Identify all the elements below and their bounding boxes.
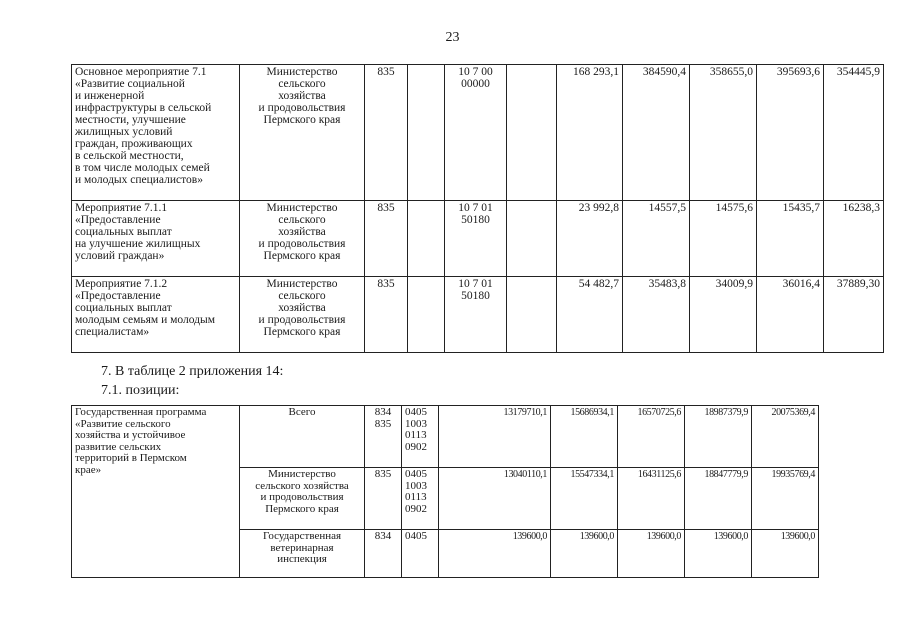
value-cell: 14575,6: [690, 201, 757, 277]
executor-cell: Государственная ветеринарная инспекция: [240, 530, 365, 578]
value-cell: 18847779,9: [685, 468, 752, 530]
value-cell: 36016,4: [757, 277, 824, 353]
csr-cell: 10 7 00 00000: [445, 65, 507, 201]
value-cell: 20075369,4: [752, 406, 819, 468]
value-cell: 16238,3: [824, 201, 884, 277]
value-cell: 13040110,1: [439, 468, 551, 530]
budget-table-section-7: [71, 64, 884, 353]
executor-cell: Министерство сельского хозяйства и продовольствия Пермского края: [240, 468, 365, 530]
csr-cell: 10 7 01 50180: [445, 201, 507, 277]
grbs-cell: 835: [365, 277, 408, 353]
rzpr-cell: 0405 1003 0113 0902: [402, 468, 439, 530]
rzpr-cell: 0405: [402, 530, 439, 578]
table-row: [72, 65, 884, 201]
value-cell: 13179710,1: [439, 406, 551, 468]
row-name-cell: Мероприятие 7.1.2 «Предоставление социальных выплат молодым семьям и молодым специалистам»: [72, 277, 240, 353]
table-row: [72, 201, 884, 277]
rzpr-cell: 0405 1003 0113 0902: [402, 406, 439, 468]
value-cell: 139600,0: [752, 530, 819, 578]
grbs-cell: 835: [365, 468, 402, 530]
value-cell: 34009,9: [690, 277, 757, 353]
grbs-cell: 834: [365, 530, 402, 578]
row-name-cell: Мероприятие 7.1.1 «Предоставление социальных выплат на улучшение жилищных условий граждан»: [72, 201, 240, 277]
value-cell: 354445,9: [824, 65, 884, 201]
value-cell: 384590,4: [623, 65, 690, 201]
value-cell: 395693,6: [757, 65, 824, 201]
value-cell: 15547334,1: [551, 468, 618, 530]
executor-cell: Министерство сельского хозяйства и продовольствия Пермского края: [240, 277, 365, 353]
table-row: [72, 406, 880, 468]
value-cell: 139600,0: [439, 530, 551, 578]
value-cell: 358655,0: [690, 65, 757, 201]
value-cell: 23 992,8: [557, 201, 623, 277]
value-cell: 139600,0: [618, 530, 685, 578]
value-cell: 16570725,6: [618, 406, 685, 468]
rzpr-cell: [408, 277, 445, 353]
program-name-cell: Государственная программа «Развитие сельского хозяйства и устойчивое развитие сельских территорий в Пермском крае»: [72, 406, 240, 578]
vr-cell: [507, 65, 557, 201]
value-cell: 15435,7: [757, 201, 824, 277]
budget-table-program-totals: [71, 405, 880, 578]
value-cell: 37889,30: [824, 277, 884, 353]
value-cell: 139600,0: [685, 530, 752, 578]
executor-cell: Всего: [240, 406, 365, 468]
executor-cell: Министерство сельского хозяйства и продовольствия Пермского края: [240, 201, 365, 277]
amendment-paragraph: 7. В таблице 2 приложения 14:: [101, 364, 284, 379]
value-cell: 18987379,9: [685, 406, 752, 468]
value-cell: 168 293,1: [557, 65, 623, 201]
vr-cell: [507, 277, 557, 353]
grbs-cell: 834 835: [365, 406, 402, 468]
value-cell: 54 482,7: [557, 277, 623, 353]
row-name-cell: Основное мероприятие 7.1 «Развитие социальной и инженерной инфраструктуры в сельской местности, улучшение жилищных условий граждан, проживающих в сельской местности, в том числе молодых семей и молодых специалистов»: [72, 65, 240, 201]
grbs-cell: 835: [365, 201, 408, 277]
page-number: 23: [445, 30, 460, 45]
value-cell: 14557,5: [623, 201, 690, 277]
value-cell: 16431125,6: [618, 468, 685, 530]
amendment-subparagraph: 7.1. позиции:: [101, 383, 180, 398]
value-cell: 15686934,1: [551, 406, 618, 468]
executor-cell: Министерство сельского хозяйства и продовольствия Пермского края: [240, 65, 365, 201]
value-cell: 139600,0: [551, 530, 618, 578]
csr-cell: 10 7 01 50180: [445, 277, 507, 353]
rzpr-cell: [408, 201, 445, 277]
value-cell: 35483,8: [623, 277, 690, 353]
table-row: [72, 277, 884, 353]
grbs-cell: 835: [365, 65, 408, 201]
vr-cell: [507, 201, 557, 277]
rzpr-cell: [408, 65, 445, 201]
value-cell: 19935769,4: [752, 468, 819, 530]
